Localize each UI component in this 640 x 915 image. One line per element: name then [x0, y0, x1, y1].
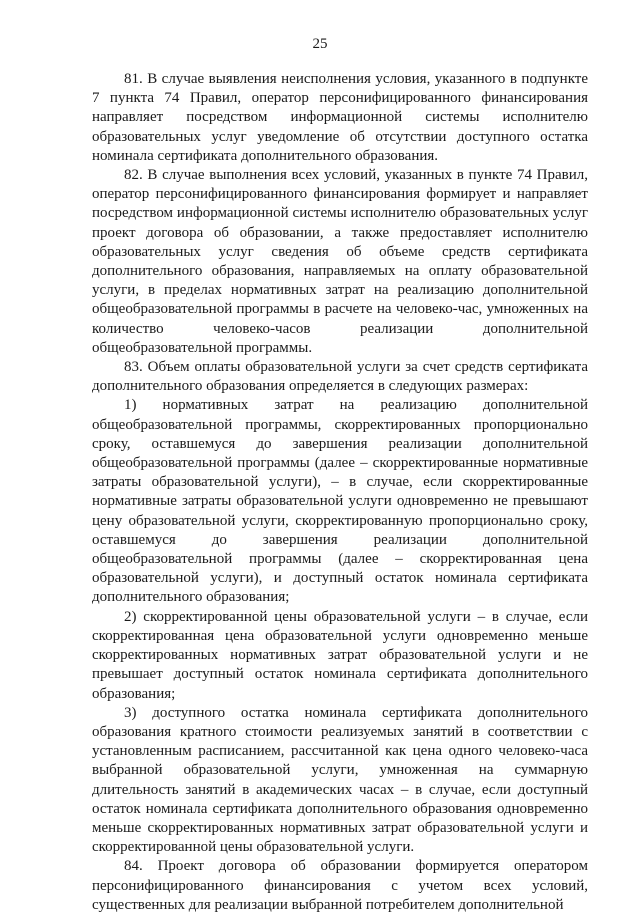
- paragraph-83-item-2: 2) скорректированной цены образовательной услуги – в случае, если скорректированная цена образовательной услуги одновременно меньше скорректированных нормативных затрат образовательной услуги и не превышает доступный остаток номинала сертификата дополнительного образования;: [92, 608, 588, 702]
- paragraph-84: 84. Проект договора об образовании формируется оператором персонифицированного финансирования с учетом всех условий, существенных для реализации выбранной потребителем дополнительной: [92, 858, 588, 913]
- paragraph-81: 81. В случае выявления неисполнения условия, указанного в подпункте 7 пункта 74 Правил, оператор персонифицированного финансирования направляет посредством информационной системы исполнителю образовательных услуг уведомление об отсутствии доступного остатка номинала сертификата дополнительного образования.: [92, 71, 588, 164]
- page-number: 25: [312, 36, 328, 52]
- paragraph-83: 83. Объем оплаты образовательной услуги за счет средств сертификата дополнительного образования определяется в следующих размерах:: [92, 359, 588, 395]
- document-body: [92, 70, 588, 915]
- paragraph-82: 82. В случае выполнения всех условий, указанных в пункте 74 Правил, оператор персонифицированного финансирования формирует и направляет посредством информационной системы исполнителю образовательных услуг проект договора об образовании, а также предоставляет исполнителю образовательных услуг сведения об объеме средств сертификата дополнительного образования, направляемых на оплату образовательной услуги, в пределах нормативных затрат на реализацию дополнительной общеобразовательной программы в расчете на человеко-час, умноженных на количество человеко-часов реализации дополнительной общеобразовательной программы.: [92, 167, 588, 356]
- paragraph-83-item-1: 1) нормативных затрат на реализацию дополнительной общеобразовательной программы, скорректированных пропорционально сроку, оставшемуся до завершения реализации дополнительной общеобразовательной программы (далее – скорректированные нормативные затраты образовательной услуги), – в случае, если скорректированные нормативные затраты образовательной услуги одновременно не превышают цену образовательной услуги, скорректированную пропорционально сроку, оставшемуся до завершения реализации дополнительной общеобразовательной программы (далее – скорректированная цена образовательной услуги), и доступный остаток номинала сертификата дополнительного образования;: [92, 397, 588, 606]
- paragraph-83-item-3: 3) доступного остатка номинала сертификата дополнительного образования кратного стоимости реализуемых занятий в соответствии с установленным расписанием, рассчитанной как цена одного человеко-часа выбранной образовательной услуги, умноженная на суммарную длительность занятий в академических часах – в случае, если доступный остаток номинала сертификата дополнительного образования одновременно меньше скорректированных нормативных затрат образовательной услуги и скорректированной цены образовательной услуги.: [92, 704, 588, 856]
